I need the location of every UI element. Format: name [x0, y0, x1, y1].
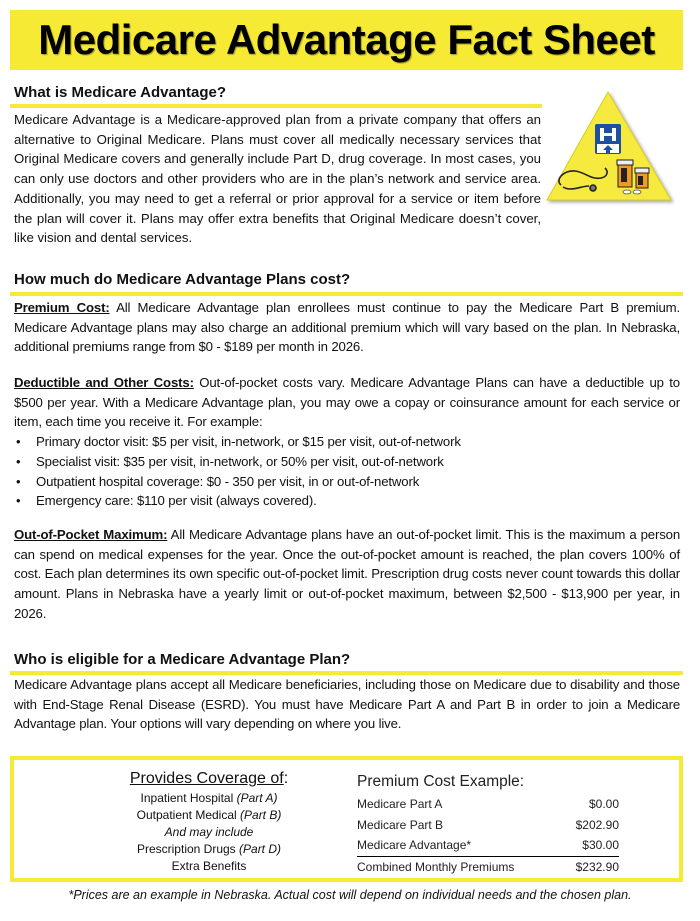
eligible-body-text: [14, 675, 680, 734]
premium-row: Medicare Advantage* $30.00: [357, 835, 619, 857]
coverage-list: [109, 769, 309, 875]
premium-row: Medicare Part B $202.90: [357, 817, 619, 832]
coverage-title: Provides Coverage of:: [129, 770, 289, 787]
premium-example-title: Premium Cost Example:: [357, 773, 525, 790]
section-heading-eligible: Who is eligible for a Medicare Advantage Plan?: [14, 651, 351, 668]
section-rule: [10, 292, 683, 296]
coverage-item: And may include: [164, 825, 254, 839]
coverage-item: Inpatient Hospital (Part A): [140, 791, 278, 805]
coverage-summary-box: [10, 756, 683, 882]
section-rule: [10, 104, 542, 108]
hospital-sign-icon: [595, 124, 621, 154]
deductible-paragraph: [14, 373, 680, 511]
list-item: • Primary doctor visit: $5 per visit, in-network, or $15 per visit, out-of-network: [14, 432, 680, 452]
cost-examples-list: [14, 432, 680, 511]
what-body-text: [14, 110, 541, 248]
section-heading-what: What is Medicare Advantage?: [14, 84, 226, 101]
eligible-body: Medicare Advantage plans accept all Medicare beneficiaries, including those on Medicare due to disability and those with End-Stage Renal Disease (ESRD). You must have Medicare Part A and Part B in order to join a Medicare Advantage plan. Your options will vary depending on where you live.: [14, 677, 680, 732]
premium-cost-example: [357, 772, 619, 877]
footnote: *Prices are an example in Nebraska. Actual cost will depend on individual needs and the chosen plan.: [68, 888, 632, 902]
premium-total-row: Combined Monthly Premiums $232.90: [357, 859, 619, 874]
what-body: Medicare Advantage is a Medicare-approved plan from a private company that offers an alternative to Original Medicare. Plans must cover all medically necessary services that Original Medicare covers and generally include Part D, drug coverage. In most cases, you can only use doctors and other providers who are in the plan’s network and service area. Additionally, you may need to get a referral or prior approval for a service or item before the plan will cover it. Plans may offer extra benefits that Original Medicare doesn’t cover, like vision and dental services.: [14, 112, 541, 246]
premium-cost-paragraph: [14, 298, 680, 357]
oop-max-text: All Medicare Advantage plans have an out-of-pocket limit. This is the maximum a person can spend on medical expenses for the year. Once the out-of-pocket amount is reached, the plan covers 100% of cost. Each plan determines its own specific out-of-pocket limit. Prescription drug costs never count towards this dollar amount. Plans in Nebraska have a yearly limit or out-of-pocket maximum, between $2,500 - $13,900 per year, in 2026.: [14, 527, 681, 621]
list-item: • Outpatient hospital coverage: $0 - 350 per visit, in or out-of-network: [14, 472, 680, 492]
coverage-item: Extra Benefits: [171, 859, 247, 873]
section-heading-cost: How much do Medicare Advantage Plans cost?: [14, 271, 351, 288]
oop-max-paragraph: [14, 525, 680, 624]
premium-cost-label: Premium Cost:: [14, 300, 110, 315]
deductible-text: Out-of-pocket costs vary. Medicare Advantage Plans can have a deductible up to $500 per year. With a Medicare Advantage plan, you may owe a copay or coinsurance amount for each service or item, each time you receive it. For example:: [14, 375, 680, 430]
title-band: [10, 10, 683, 70]
coverage-item: Prescription Drugs (Part D): [136, 842, 282, 856]
deductible-label: Deductible and Other Costs:: [14, 375, 194, 390]
oop-max-label: Out-of-Pocket Maximum:: [14, 527, 168, 542]
coverage-item: Outpatient Medical (Part B): [136, 808, 282, 822]
list-item: • Specialist visit: $35 per visit, in-network, or 50% per visit, out-of-network: [14, 452, 680, 472]
hospital-stethoscope-pills-triangle-icon: [545, 88, 675, 206]
page-title: Medicare Advantage Fact Sheet: [38, 16, 655, 63]
premium-cost-text: All Medicare Advantage plan enrollees must continue to pay the Medicare Part B premium. Medicare Advantage plans may also charge an additional premium which will vary based on the plan. In Nebraska, additional premiums range from $0 - $189 per month in 2026.: [14, 300, 680, 355]
premium-row: Medicare Part A $0.00: [357, 797, 619, 811]
list-item: • Emergency care: $110 per visit (always covered).: [14, 491, 680, 511]
